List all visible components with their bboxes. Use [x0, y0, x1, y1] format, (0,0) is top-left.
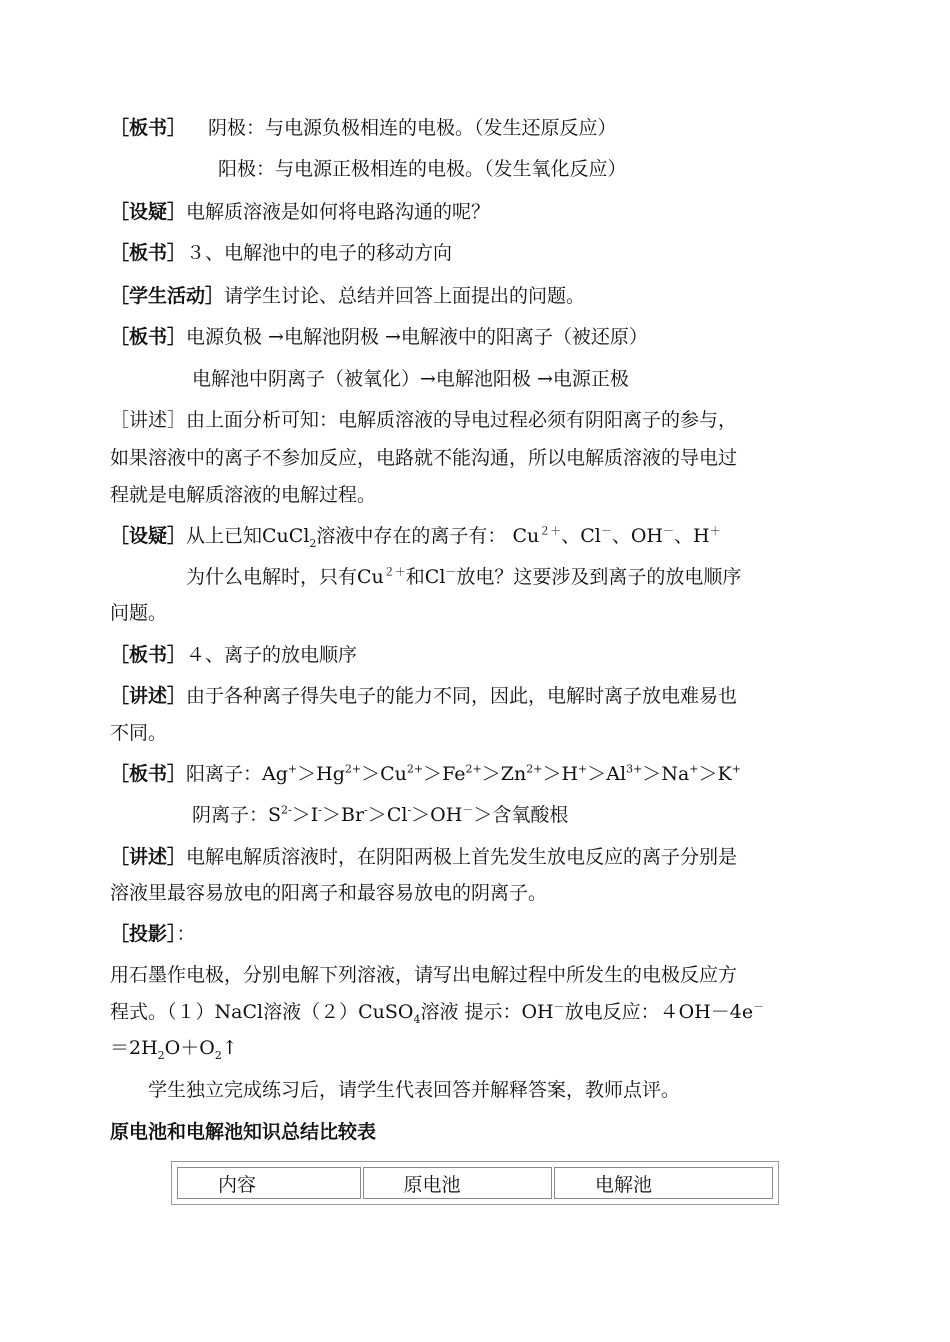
superscript: －	[663, 524, 675, 538]
table-header-row	[177, 1167, 773, 1199]
anion-cl: Cl	[386, 804, 408, 826]
tag-blackboard: ［板书］	[110, 242, 187, 264]
equation: O＋O	[164, 1037, 215, 1059]
subscript: 2	[214, 1048, 222, 1062]
header-galvanic-cell: 原电池	[363, 1167, 552, 1199]
table-heading-text: 原电池和电解池知识总结比较表	[110, 1121, 377, 1143]
cation-fe: Fe	[442, 763, 466, 785]
lecture-text-2: 如果溶液中的离子不参加反应，电路就不能沟通，所以电解质溶液的导电过	[110, 447, 738, 469]
superscript: -	[364, 803, 368, 817]
gt-sign: ＞	[473, 804, 493, 826]
superscript: 2+	[406, 762, 424, 776]
anion-br: Br	[341, 804, 365, 826]
oxyacid-radical: 含氧酸根	[492, 804, 569, 826]
line-6	[110, 325, 648, 349]
discharge-question: 为什么电解时，只有Cu	[186, 566, 384, 588]
question-text: 电解质溶液是如何将电路沟通的呢？	[186, 201, 491, 223]
ion-text: 溶液中存在的离子有： Cu	[316, 525, 540, 547]
practice-note: 学生独立完成练习后，请学生代表回答并解释答案，教师点评。	[148, 1079, 681, 1101]
discharge-question: 和Cl	[405, 566, 446, 588]
line-17	[110, 762, 741, 786]
line-10	[110, 483, 376, 507]
line-13	[110, 601, 167, 625]
tag-lecture: ［讲述］	[110, 409, 187, 431]
superscript: －	[753, 1000, 765, 1014]
exercise-text: 程式。（１）NaCl溶液（２）CuSO	[110, 1001, 414, 1023]
activity-text: 请学生讨论、总结并回答上面提出的问题。	[224, 285, 586, 307]
line-3	[110, 200, 490, 224]
equation: ＝2H	[110, 1037, 158, 1059]
exercise-text: 用石墨作电极，分别电解下列溶液，请写出电解过程中所发生的电极反应方	[110, 964, 738, 986]
cation-hg: Hg	[316, 763, 345, 785]
superscript: +	[578, 762, 588, 776]
superscript: -	[318, 803, 323, 817]
tag-blackboard: ［板书］	[110, 763, 187, 785]
discharge-question-end: 问题。	[110, 602, 168, 624]
cation-cu: Cu	[380, 763, 407, 785]
cation-zn: Zn	[500, 763, 527, 785]
tag-blackboard: ［板书］	[110, 326, 187, 348]
exercise-hint: 放电反应：４OH－4e	[564, 1001, 754, 1023]
line-4	[110, 241, 452, 265]
ion-text: 、H	[674, 525, 710, 547]
gas-arrow: ↑	[221, 1037, 238, 1059]
superscript: ２＋	[539, 524, 562, 538]
line-15	[110, 684, 737, 708]
tag-lecture: ［讲述］	[110, 685, 187, 707]
ion-text: 、OH	[611, 525, 664, 547]
gt-sign: ＞	[642, 763, 662, 785]
cation-label: 阳离子：	[186, 763, 263, 785]
tag-blackboard: ［板书］	[110, 644, 187, 666]
line-14	[110, 643, 357, 667]
anion-oh: OH	[430, 804, 463, 826]
anion-label: 阴离子：	[192, 804, 269, 826]
superscript: －	[445, 565, 457, 579]
tag-question: ［设疑］	[110, 201, 187, 223]
line-22	[110, 963, 737, 987]
line-16	[110, 721, 167, 745]
line-11	[110, 524, 721, 548]
gt-sign: ＞	[542, 763, 562, 785]
anode-definition: 阳极：与电源正极相连的电极。（发生氧化反应）	[218, 158, 627, 180]
header-content: 内容	[177, 1167, 361, 1199]
superscript: +	[731, 762, 741, 776]
superscript: ２＋	[383, 565, 406, 579]
superscript: －	[553, 1000, 565, 1014]
superscript: －	[462, 803, 474, 817]
comparison-table	[171, 1161, 779, 1205]
electron-path-2: 电解池中阴离子（被氧化）→电解池阳极 →电源正极	[192, 368, 629, 390]
superscript: +	[287, 762, 298, 776]
gt-sign: ＞	[367, 804, 387, 826]
tag-blackboard: ［板书］	[110, 117, 187, 139]
gt-sign: ＞	[698, 763, 718, 785]
cation-na: Na	[661, 763, 690, 785]
line-9	[110, 446, 737, 470]
superscript: 2+	[465, 762, 482, 776]
cation-k: K	[717, 763, 732, 785]
tag-lecture: ［讲述］	[110, 846, 187, 868]
superscript: 2+	[344, 762, 362, 776]
anion-s: S	[268, 804, 282, 826]
superscript: 3+	[626, 762, 643, 776]
discharge-question: 放电？这要涉及到离子的放电顺序	[456, 566, 742, 588]
lecture-text: 由于各种离子得失电子的能力不同，因此，电解时离子放电难易也	[186, 685, 738, 707]
tag-question: ［设疑］	[110, 525, 187, 547]
subscript: 4	[413, 1012, 421, 1026]
gt-sign: ＞	[481, 763, 501, 785]
superscript: 2-	[281, 803, 292, 817]
lecture-text-end: 溶液里最容易放电的阳离子和最容易放电的阴离子。	[110, 882, 548, 904]
gt-sign: ＞	[423, 763, 443, 785]
ion-text: 从上已知CuCl	[186, 525, 310, 547]
cation-ag: Ag	[262, 763, 288, 785]
subscript: 2	[309, 536, 317, 550]
cation-h: H	[561, 763, 579, 785]
line-25	[148, 1078, 680, 1102]
gt-sign: ＞	[411, 804, 431, 826]
line-23	[110, 1000, 764, 1024]
line-8	[110, 408, 737, 432]
anion-i: I	[310, 804, 319, 826]
superscript: -	[407, 803, 412, 817]
line-20	[110, 881, 547, 905]
superscript: ＋	[709, 524, 721, 538]
line-21	[110, 922, 196, 946]
lecture-text: 电解电解质溶液时，在阴阳两极上首先发生放电反应的离子分别是	[186, 846, 738, 868]
line-12	[186, 565, 741, 589]
superscript: －	[600, 524, 612, 538]
tag-student-activity: ［学生活动］	[110, 285, 225, 307]
line-18	[192, 803, 568, 827]
projection-colon: ：	[176, 923, 196, 945]
line-2	[218, 157, 627, 181]
lecture-text-1: 由上面分析可知：电解质溶液的导电过程必须有阴阳离子的参与，	[186, 409, 738, 431]
line-19	[110, 845, 737, 869]
gt-sign: ＞	[291, 804, 311, 826]
exercise-hint: 溶液 提示：OH	[420, 1001, 554, 1023]
line-24	[110, 1036, 238, 1060]
line-7	[192, 367, 629, 391]
lecture-text-end: 不同。	[110, 722, 168, 744]
header-electrolytic-cell: 电解池	[554, 1167, 773, 1199]
electron-path-1: 电源负极 →电解池阴极 →电解液中的阳离子（被还原）	[186, 326, 648, 348]
superscript: 2+	[526, 762, 543, 776]
gt-sign: ＞	[297, 763, 317, 785]
subscript: 2	[157, 1048, 165, 1062]
table-heading	[110, 1120, 376, 1144]
line-1	[110, 116, 617, 140]
ion-text: 、Cl	[561, 525, 601, 547]
gt-sign: ＞	[587, 763, 607, 785]
cathode-definition: 阴极：与电源负极相连的电极。（发生还原反应）	[208, 117, 617, 139]
blackboard-text: ４、离子的放电顺序	[186, 644, 358, 666]
gt-sign: ＞	[361, 763, 381, 785]
comparison-table-grid	[175, 1165, 775, 1201]
tag-projection: ［投影］	[110, 923, 177, 945]
gt-sign: ＞	[322, 804, 342, 826]
lecture-text-3: 程就是电解质溶液的电解过程。	[110, 484, 377, 506]
superscript: +	[689, 762, 699, 776]
line-5	[110, 284, 585, 308]
cation-al: Al	[606, 763, 627, 785]
blackboard-text: ３、电解池中的电子的移动方向	[186, 242, 453, 264]
